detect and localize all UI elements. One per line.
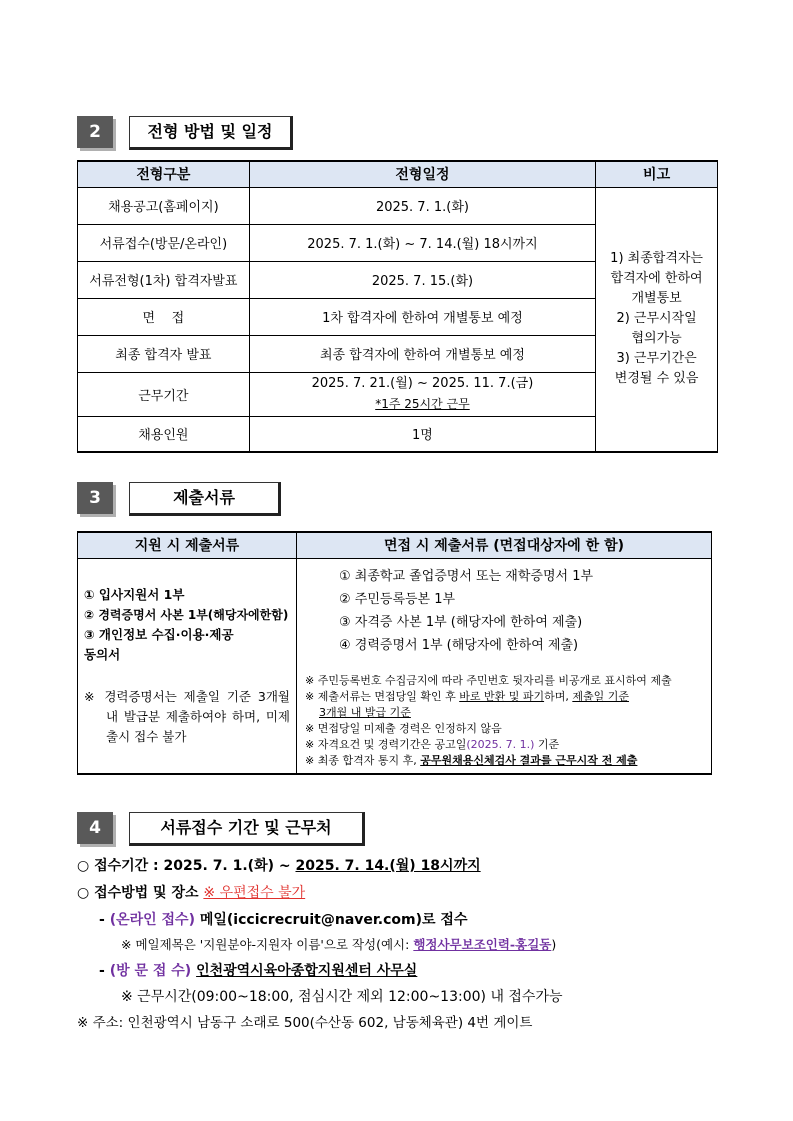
remark-line: 개별통보 <box>631 291 682 307</box>
interview-doc-item: ④ 경력증명서 1부 (해당자에 한하여 제출) <box>338 637 579 653</box>
col-header: 지원 시 제출서류 <box>78 532 297 558</box>
col-header: 비고 <box>596 161 718 187</box>
remark-line: 1) 최종합격자는 <box>610 251 703 267</box>
visit-application: - (방 문 접 수) 인천광역시육아종합지원센터 사무실 <box>99 963 418 979</box>
stage-cell: 채용공고(홈페이지) <box>78 187 250 224</box>
section-number: 3 <box>77 482 113 514</box>
remark-line: 3) 근무기간은 <box>616 351 697 367</box>
work-hours-note: *1주 25시간 근무 <box>375 397 470 411</box>
application-method: ○ 접수방법 및 장소 ※ 우편접수 불가 <box>77 885 306 901</box>
interview-doc-item: ③ 자격증 사본 1부 (해당자에 한하여 제출) <box>338 614 583 630</box>
address-note: ※ 주소: 인천광역시 남동구 소래로 500(수산동 602, 남동체육관) 4번 게이트 <box>77 1015 533 1031</box>
schedule-cell: 1명 <box>249 416 595 452</box>
remark-line: 합격자에 한하여 <box>610 271 703 287</box>
apply-doc-item: 동의서 <box>84 646 121 662</box>
section-4-header <box>77 812 377 846</box>
interview-doc-item: ② 주민등록등본 1부 <box>338 591 456 607</box>
stage-cell: 서류전형(1차) 합격자발표 <box>78 261 250 298</box>
apply-note: ※ 경력증명서는 제출일 기준 3개월 내 발급분 제출하여야 하며, 미제출시 접수 불가 <box>84 688 290 744</box>
apply-doc-item: ③ 개인정보 수집·이용·제공 <box>84 626 234 642</box>
section-2-header <box>77 116 297 150</box>
schedule-cell: 2025. 7. 15.(화) <box>249 261 595 298</box>
remarks-cell <box>596 187 718 452</box>
remark-line: 변경될 수 있음 <box>614 371 699 387</box>
interview-note: ※ 최종 합격자 통지 후, 공무원채용신체검사 결과를 근무시작 전 제출 <box>304 753 638 767</box>
apply-docs-cell <box>78 558 297 774</box>
stage-cell: 최종 합격자 발표 <box>78 335 250 372</box>
schedule-cell: 1차 합격자에 한하여 개별통보 예정 <box>249 298 595 335</box>
online-application: - (온라인 접수) 메일(iccicrecruit@naver.com)로 접수 <box>99 912 468 928</box>
stage-cell: 면 접 <box>78 298 250 335</box>
section-title: 서류접수 기간 및 근무처 <box>129 812 365 846</box>
stage-cell: 서류접수(방문/온라인) <box>78 224 250 261</box>
remark-line: 2) 근무시작일 <box>616 311 697 327</box>
section-title: 제출서류 <box>129 482 281 516</box>
col-header: 면접 시 제출서류 (면접대상자에 한 함) <box>296 532 711 558</box>
interview-note: ※ 주민등록번호 수집금지에 따라 주민번호 뒷자리를 비공개로 표시하여 제출 <box>304 673 672 687</box>
work-period: 2025. 7. 21.(월) ~ 2025. 11. 7.(금) <box>311 376 534 391</box>
section-3-header <box>77 482 287 516</box>
schedule-cell <box>249 372 595 416</box>
interview-note: ※ 면접당일 미제출 경력은 인정하지 않음 <box>304 721 502 735</box>
schedule-cell: 2025. 7. 1.(화) <box>249 187 595 224</box>
interview-note: 3개월 내 발급 기준 <box>318 705 411 719</box>
schedule-table <box>77 160 718 453</box>
visit-hours-note: ※ 근무시간(09:00~18:00, 점심시간 제외 12:00~13:00) 내 접수가능 <box>121 989 563 1005</box>
section-number: 4 <box>77 812 113 844</box>
email-subject-note: ※ 메일제목은 '지원분야-지원자 이름'으로 작성(예시: 행정사무보조인력-홍길동) <box>121 937 557 952</box>
apply-doc-item: ② 경력증명서 사본 1부(해당자에한함) <box>84 607 289 622</box>
schedule-cell: 최종 합격자에 한하여 개별통보 예정 <box>249 335 595 372</box>
col-header: 전형구분 <box>78 161 250 187</box>
application-period: ○ 접수기간 : 2025. 7. 1.(화) ~ 2025. 7. 14.(월) 18시까지 <box>77 858 481 874</box>
schedule-cell: 2025. 7. 1.(화) ~ 7. 14.(월) 18시까지 <box>249 224 595 261</box>
remark-line: 협의가능 <box>631 331 682 347</box>
stage-cell: 채용인원 <box>78 416 250 452</box>
section-number: 2 <box>77 116 113 148</box>
interview-doc-item: ① 최종학교 졸업증명서 또는 재학증명서 1부 <box>338 568 594 584</box>
section-title: 전형 방법 및 일정 <box>129 116 293 150</box>
interview-note: ※ 제출서류는 면접당일 확인 후 바로 반환 및 파기하며, 제출일 기준 <box>304 689 629 703</box>
stage-cell: 근무기간 <box>78 372 250 416</box>
col-header: 전형일정 <box>249 161 595 187</box>
apply-doc-item: ① 입사지원서 1부 <box>84 586 185 602</box>
interview-note: ※ 자격요건 및 경력기간은 공고일(2025. 7. 1.) 기준 <box>304 737 560 751</box>
documents-table <box>77 531 712 775</box>
interview-docs-cell <box>296 558 711 774</box>
